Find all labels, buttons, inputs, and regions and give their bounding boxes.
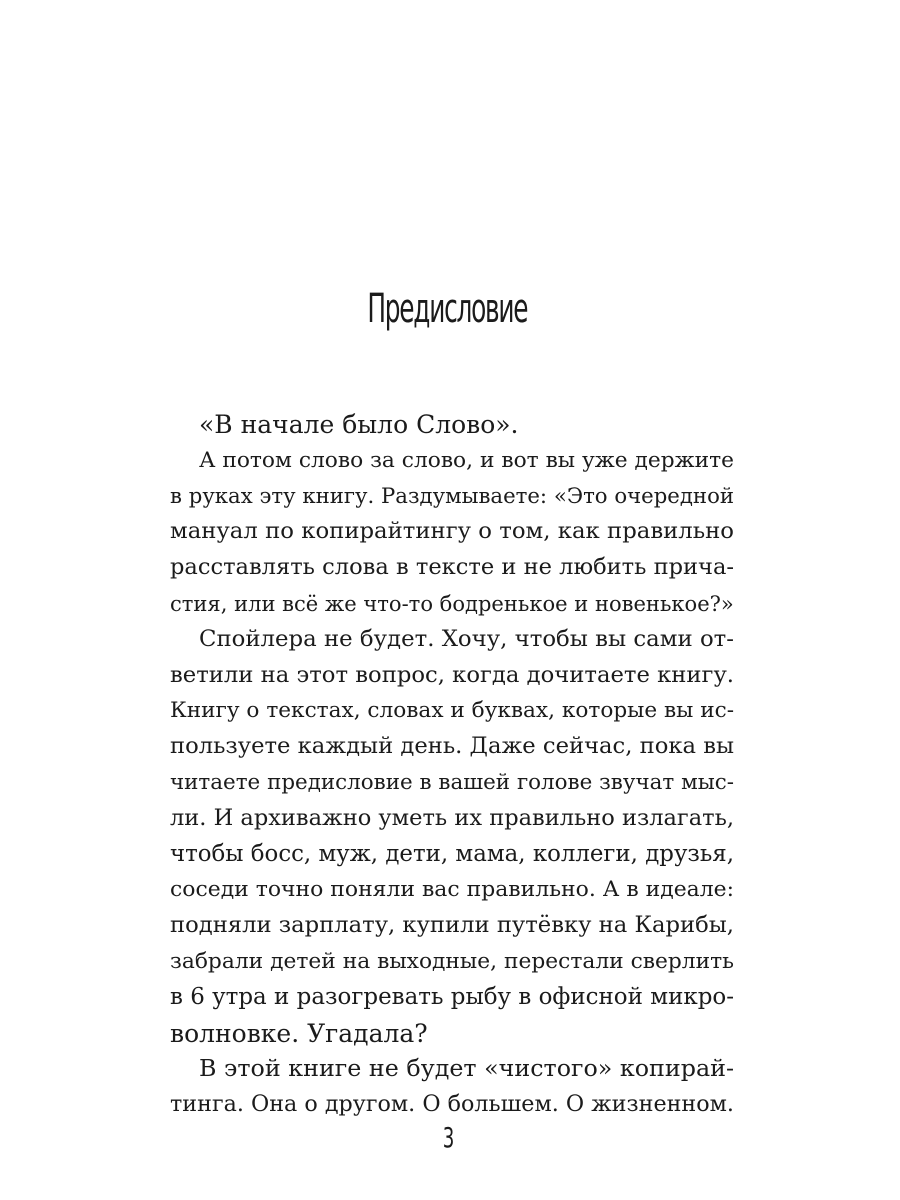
text-line: ли. И архиважно уметь их правильно излагать, [170, 804, 734, 831]
text-line: соседи точно поняли вас правильно. А в идеале: [170, 877, 735, 903]
chapter-title: Предисловие [367, 286, 528, 332]
text-line: А потом слово за слово, и вот вы уже держите [199, 447, 734, 473]
text-line: В этой книге не будет «чистого» копирай- [199, 1054, 734, 1083]
text-line: мануал по копирайтингу о том, как правильно [170, 518, 734, 545]
text-line: Спойлера не будет. Хочу, чтобы вы сами от- [199, 625, 734, 652]
text-line: пользуете каждый день. Даже сейчас, пока вы [170, 733, 734, 760]
text-line: волновке. Угадала? [170, 1018, 428, 1048]
text-line: расставлять слова в тексте и не любить прича- [170, 554, 734, 581]
text-line: «В начале было Слово». [199, 410, 519, 439]
text-line: в руках эту книгу. Раздумываете: «Это очередной [170, 483, 734, 509]
text-line: Книгу о текстах, словах и буквах, которые вы ис- [170, 698, 735, 724]
page-number: 3 [442, 1121, 455, 1154]
text-line: забрали детей на выходные, перестали сверлить [170, 948, 734, 974]
text-line: в 6 утра и разогревать рыбу в офисной микро- [170, 983, 734, 1010]
text-line: ветили на этот вопрос, когда дочитаете книгу. [170, 661, 734, 688]
text-line: стия, или всё же что-то бодренькое и новенькое?» [170, 590, 734, 616]
text-line: чтобы босс, муж, дети, мама, коллеги, друзья, [170, 840, 734, 867]
body-text [170, 407, 734, 1123]
text-line: подняли зарплату, купили путёвку на Карибы, [170, 912, 734, 939]
text-line: читаете предисловие в вашей голове звучат мыс- [170, 769, 734, 795]
text-line: тинга. Она о другом. О большем. О жизненном. [170, 1091, 734, 1118]
